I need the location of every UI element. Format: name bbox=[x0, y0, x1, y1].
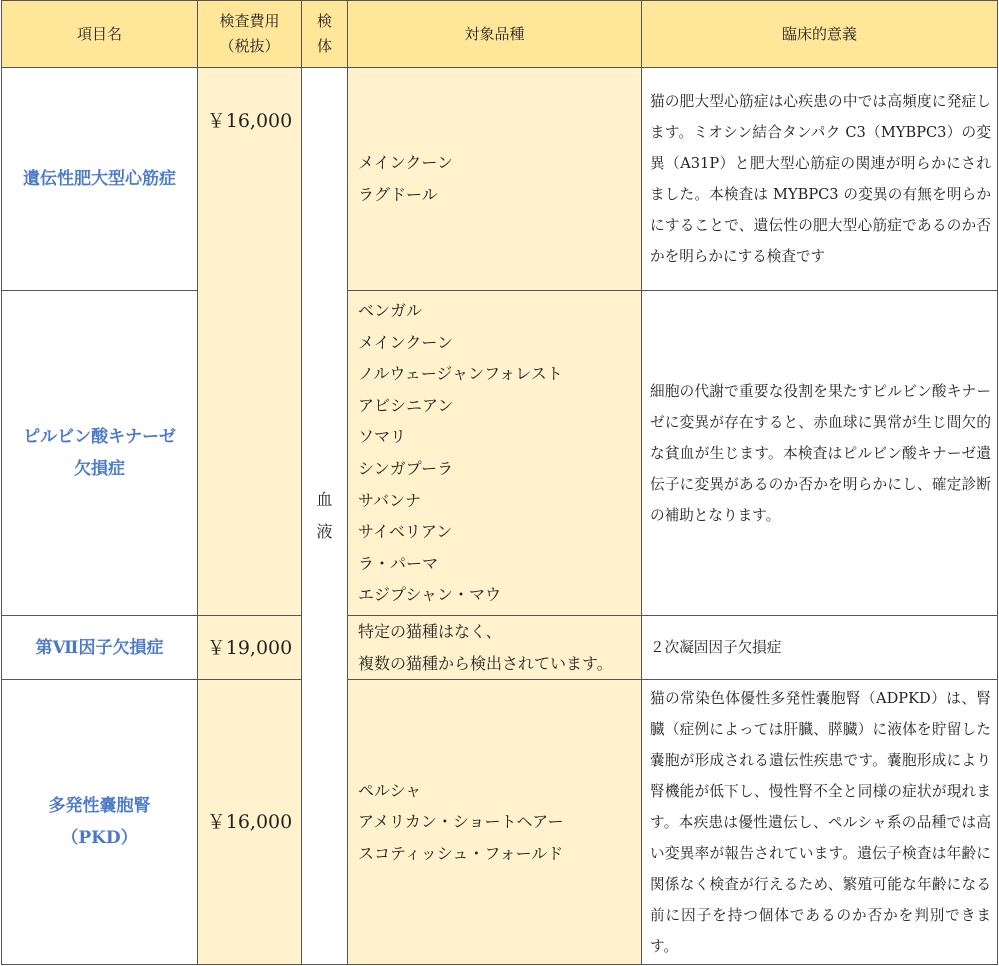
breed-item: 複数の猫種から検出されています。 bbox=[358, 653, 613, 673]
specimen-line1: 血 bbox=[316, 490, 333, 510]
price-shared: ￥16,000 bbox=[198, 68, 302, 616]
breed-item: ソマリ bbox=[358, 427, 407, 447]
item-name-line: 欠損症 bbox=[74, 459, 125, 479]
meaning-pkd: 猫の常染色体優性多発性嚢胞腎（ADPKD）は、腎臓（症例によっては肝臓、膵臓）に液体を貯留した嚢胞が形成される遺伝性疾患です。嚢胞形成により腎機能が低下し、慢性腎不全と同様の症状が現れます。本疾患は優性遺伝し、ペルシャ系の品種では高い変異率が報告されています。遺伝子検査は年齢に関係なく検査が行えるため、繁殖可能な年齢になる前に因子を持つ個体であるのか否かを判別できます。 bbox=[642, 680, 998, 965]
breed-item: ノルウェージャンフォレスト bbox=[358, 364, 563, 384]
item-name-line: 遺伝性肥大型心筋症 bbox=[23, 169, 176, 189]
header-cost bbox=[198, 1, 302, 68]
breed-item: スコティッシュ・フォールド bbox=[358, 843, 564, 863]
table-row bbox=[2, 616, 998, 680]
breed-item: メインクーン bbox=[358, 332, 454, 352]
breed-item: アビシニアン bbox=[358, 395, 454, 415]
header-specimen-line1: 検 bbox=[316, 12, 332, 30]
item-name-pkd bbox=[2, 680, 198, 965]
specimen-blood bbox=[302, 68, 348, 965]
breeds-pkd bbox=[348, 680, 642, 965]
item-name-hcm bbox=[2, 68, 198, 291]
item-name-factor7 bbox=[2, 616, 198, 680]
header-item-name: 項目名 bbox=[2, 1, 198, 68]
breed-item: アメリカン・ショートヘアー bbox=[358, 812, 564, 832]
breed-item: メインクーン bbox=[358, 153, 454, 173]
header-row bbox=[2, 1, 998, 68]
specimen-line2: 液 bbox=[316, 522, 333, 542]
item-name-pk bbox=[2, 291, 198, 616]
table-row bbox=[2, 291, 998, 616]
header-meaning: 臨床的意義 bbox=[642, 1, 998, 68]
table-row bbox=[2, 68, 998, 291]
item-name-line: 第Ⅶ因子欠損症 bbox=[35, 637, 164, 658]
meaning-hcm: 猫の肥大型心筋症は心疾患の中では高頻度に発症します。ミオシン結合タンパク C3（MYBPC3）の変異（A31P）と肥大型心筋症の関連が明らかにされました。本検査は MYBPC3 の変異の有無を明らかにすることで、遺伝性の肥大型心筋症であるのか否かを明らかにする検査です bbox=[642, 68, 998, 291]
meaning-pk: 細胞の代謝で重要な役割を果たすピルビン酸キナーゼに変異が存在すると、赤血球に異常が生じ間欠的な貧血が生じます。本検査はピルビン酸キナーゼ遺伝子に変異があるのか否かを明らかにし、確定診断の補助となります。 bbox=[642, 291, 998, 616]
meaning-factor7: ２次凝固因子欠損症 bbox=[642, 616, 998, 680]
table-row bbox=[2, 680, 998, 965]
breeds-hcm bbox=[348, 68, 642, 291]
price-pkd: ￥16,000 bbox=[198, 680, 302, 965]
breed-item: ラグドール bbox=[358, 185, 438, 204]
breed-item: サバンナ bbox=[358, 490, 422, 510]
breed-item: 特定の猫種はなく、 bbox=[358, 622, 502, 641]
header-specimen bbox=[302, 1, 348, 68]
item-name-line: ピルビン酸キナーゼ bbox=[23, 427, 176, 447]
breed-item: ペルシャ bbox=[358, 780, 422, 800]
header-breeds: 対象品種 bbox=[348, 1, 642, 68]
breeds-factor7 bbox=[348, 616, 642, 680]
header-specimen-line2: 体 bbox=[316, 37, 332, 55]
price-factor7: ￥19,000 bbox=[198, 616, 302, 680]
header-cost-line2: （税抜） bbox=[219, 37, 280, 55]
breed-item: ラ・パーマ bbox=[358, 553, 439, 573]
breed-item: エジプシャン・マウ bbox=[358, 585, 502, 605]
breed-item: サイベリアン bbox=[358, 522, 453, 542]
genetic-test-table bbox=[1, 0, 998, 965]
header-cost-line1: 検査費用 bbox=[219, 12, 280, 30]
item-name-line: 多発性嚢胞腎 bbox=[48, 796, 151, 817]
breed-item: シンガプーラ bbox=[358, 459, 454, 478]
item-name-line: （PKD） bbox=[61, 828, 138, 849]
breed-item: ベンガル bbox=[358, 301, 423, 321]
breeds-pk bbox=[348, 291, 642, 616]
